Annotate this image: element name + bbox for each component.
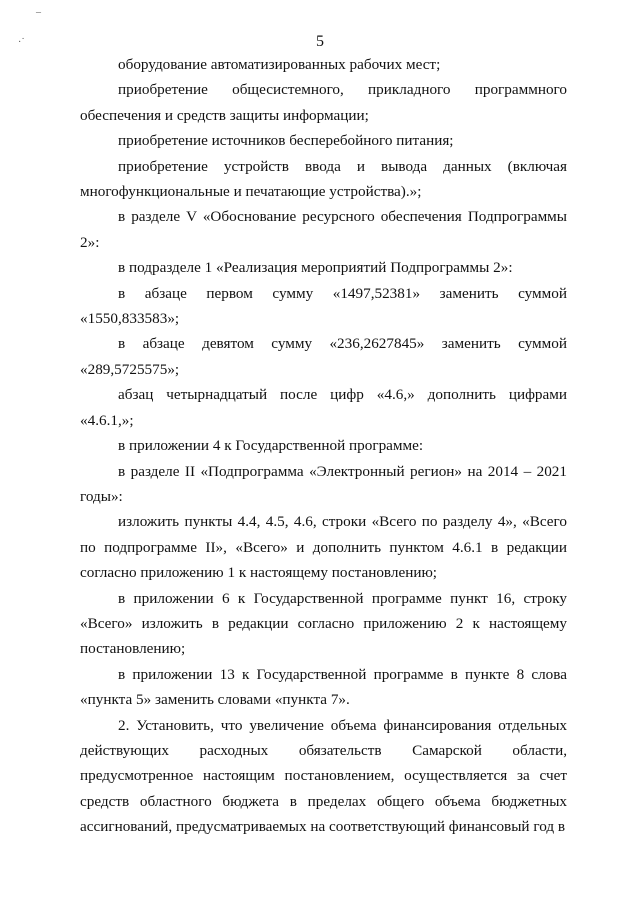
document-body (80, 52, 567, 840)
paragraph: в подразделе 1 «Реализация мероприятий Подпрограммы 2»: (118, 259, 513, 277)
paragraph: приобретение источников бесперебойного питания; (118, 132, 454, 150)
scan-speck: ·˙ (18, 37, 25, 48)
paragraph: в приложении 4 к Государственной программе: (118, 437, 424, 455)
scan-speck: ‒ (36, 7, 41, 18)
paragraph: оборудование автоматизированных рабочих мест; (118, 56, 441, 73)
paragraph: приобретение общесистемного, прикладного программного обеспечения и средств защиты информации; (80, 81, 567, 124)
paragraph: в абзаце первом сумму «1497,52381» заменить суммой «1550,833583»; (80, 284, 567, 328)
page-number: 5 (316, 33, 324, 50)
paragraph: в разделе V «Обоснование ресурсного обеспечения Подпрограммы 2»: (80, 208, 567, 251)
paragraph: в приложении 13 к Государственной программе в пункте 8 слова «пункта 5» заменить словами «пункта 7». (80, 665, 567, 709)
paragraph: изложить пункты 4.4, 4.5, 4.6, строки «Всего по разделу 4», «Всего по подпрограмме II», «Всего» и дополнить пунктом 4.6.1 в редакции согласно приложению 1 к настоящему постановлению; (80, 513, 567, 582)
paragraph: приобретение устройств ввода и вывода данных (включая многофункциональные и печатающие устройства).»; (80, 157, 567, 201)
paragraph: в абзаце девятом сумму «236,2627845» заменить суммой «289,5725575»; (80, 335, 567, 378)
paragraph: в приложении 6 к Государственной программе пункт 16, строку «Всего» изложить в редакции согласно приложению 2 к настоящему постановлению; (80, 589, 567, 658)
paragraph: 2. Установить, что увеличение объема финансирования отдельных действующих расходных обязательств Самарской области, предусмотренное настоящим постановлением, осуществляется за счет средств областного бюджета в пределах общего объема бюджетных ассигнований, предусматриваемых на соответствующий финансовый год в (80, 716, 567, 836)
paragraph: абзац четырнадцатый после цифр «4.6,» дополнить цифрами «4.6.1,»; (80, 386, 567, 429)
paragraph: в разделе II «Подпрограмма «Электронный регион» на 2014 – 2021 годы»: (80, 462, 567, 505)
